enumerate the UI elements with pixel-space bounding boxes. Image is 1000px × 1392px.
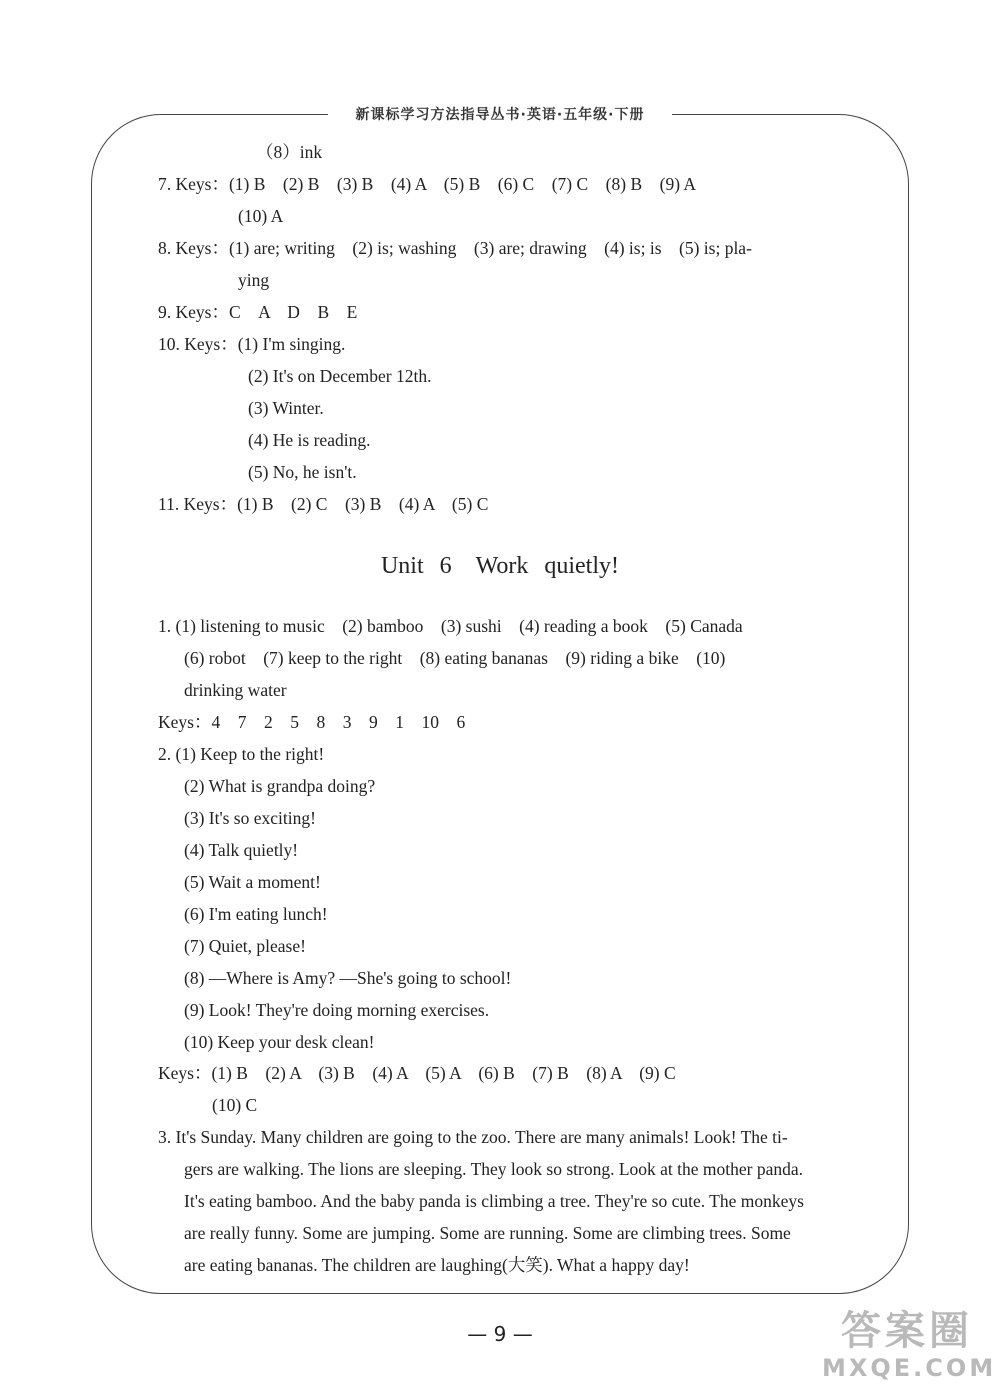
- answer-line: (10) Keep your desk clean!: [184, 1032, 375, 1052]
- answer-line: (2) It's on December 12th.: [248, 366, 432, 386]
- answer-line: gers are walking. The lions are sleeping. They look so strong. Look at the mother panda.: [184, 1159, 803, 1179]
- answer-line: 10. Keys：(1) I'm singing.: [158, 334, 346, 354]
- answer-line: 11. Keys：(1) B (2) C (3) B (4) A (5) C: [158, 494, 489, 514]
- answer-line: It's eating bamboo. And the baby panda is climbing a tree. They're so cute. The monkeys: [184, 1191, 804, 1211]
- answer-line: 2. (1) Keep to the right!: [158, 744, 325, 764]
- answer-line: are really funny. Some are jumping. Some are running. Some are climbing trees. Some: [184, 1223, 791, 1243]
- answer-line: 3. It's Sunday. Many children are going to the zoo. There are many animals! Look! The ti-: [158, 1127, 788, 1147]
- answer-line: 9. Keys：C A D B E: [158, 302, 358, 322]
- watermark-bottom: MXQE.COM: [822, 1354, 997, 1382]
- answer-line: are eating bananas. The children are laughing(大笑). What a happy day!: [184, 1255, 690, 1275]
- answer-line: (5) No, he isn't.: [248, 462, 357, 482]
- answer-line: 8. Keys：(1) are; writing (2) is; washing (3) are; drawing (4) is; is (5) is; pla-: [158, 238, 752, 258]
- answer-line: Keys：4 7 2 5 8 3 9 1 10 6: [158, 712, 466, 732]
- answer-line: 1. (1) listening to music (2) bamboo (3) sushi (4) reading a book (5) Canada: [158, 616, 743, 636]
- answer-line: 7. Keys：(1) B (2) B (3) B (4) A (5) B (6) C (7) C (8) B (9) A: [158, 174, 697, 194]
- answer-line: Keys：(1) B (2) A (3) B (4) A (5) A (6) B (7) B (8) A (9) C: [158, 1063, 676, 1083]
- answer-line: (2) What is grandpa doing?: [184, 776, 376, 796]
- answer-line: (10) C: [212, 1095, 258, 1115]
- page-frame: [91, 114, 909, 1294]
- answer-line: drinking water: [184, 680, 287, 700]
- answer-line: （8）ink: [256, 142, 323, 162]
- answer-line: (6) I'm eating lunch!: [184, 904, 328, 924]
- answer-line: (5) Wait a moment!: [184, 872, 321, 892]
- answer-line: (8) —Where is Amy? —She's going to school!: [184, 968, 512, 988]
- answer-line: ying: [238, 270, 270, 290]
- answer-line: (3) Winter.: [248, 398, 324, 418]
- page-number: — 9 —: [467, 1322, 533, 1346]
- answer-line: (3) It's so exciting!: [184, 808, 316, 828]
- answer-line: (6) robot (7) keep to the right (8) eating bananas (9) riding a bike (10): [184, 648, 726, 668]
- answer-line: (4) He is reading.: [248, 430, 371, 450]
- answer-line: (9) Look! They're doing morning exercises.: [184, 1000, 490, 1020]
- answer-line: (4) Talk quietly!: [184, 840, 299, 860]
- answer-line: (10) A: [238, 206, 284, 226]
- watermark-logo: [822, 1307, 997, 1382]
- watermark-top: 答案圈: [841, 1308, 973, 1354]
- answer-line: (7) Quiet, please!: [184, 936, 306, 956]
- unit-title: Unit 6 Work quietly!: [380, 553, 620, 579]
- running-header: 新课标学习方法指导丛书·英语·五年级·下册: [355, 107, 645, 123]
